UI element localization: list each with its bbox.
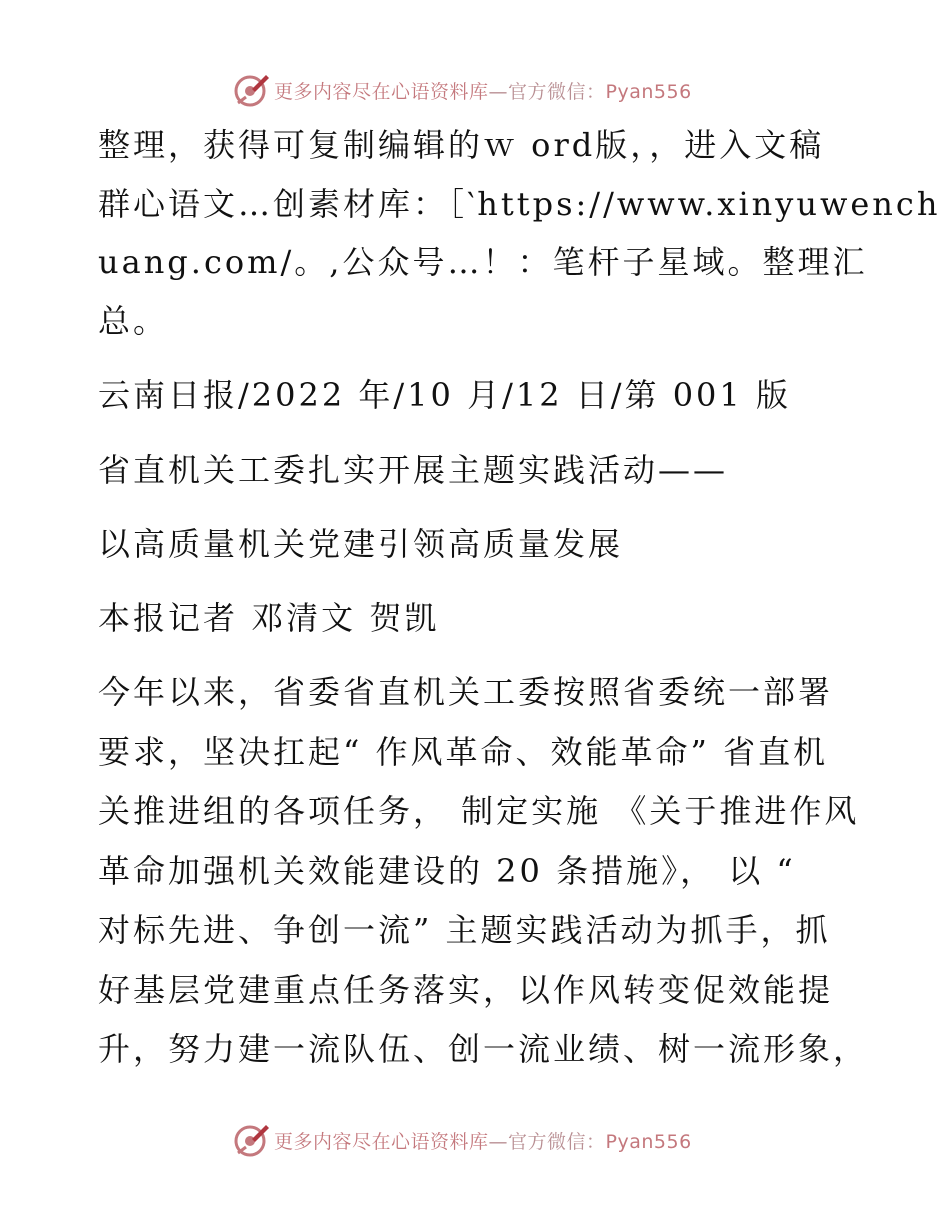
- watermark-main: 更多内容尽在心语资料库: [274, 80, 489, 103]
- text-line: 本报记者 邓清文 贺凯: [98, 599, 440, 637]
- text-line: uang.com/。,公众号…！：笔杆子星域。整理汇: [98, 243, 868, 281]
- watermark-text: [274, 1127, 692, 1154]
- text-line: 云南日报/2022 年/10 月/12 日/第 001 版: [98, 376, 791, 414]
- text-line: 总。: [98, 301, 169, 340]
- watermark-label: 官方微信：: [508, 80, 606, 103]
- watermark-main: 更多内容尽在心语资料库: [274, 1130, 489, 1153]
- text-line: 要求，坚决扛起“ 作风革命、效能革命” 省直机: [98, 732, 829, 771]
- text-line: 升，努力建一流队伍、创一流业绩、树一流形象，: [98, 1030, 869, 1068]
- watermark-separator: —: [488, 80, 509, 103]
- text-line: 革命加强机关效能建设的 20 条措施》， 以 “: [98, 851, 796, 890]
- text-line: 整理，获得可复制编辑的ｗ ord版，，进入文稿: [98, 126, 825, 164]
- pen-nib-circle-icon: [232, 1120, 272, 1160]
- text-line: 省直机关工委扎实开展主题实践活动——: [98, 451, 729, 489]
- watermark-label: 官方微信：: [508, 1130, 606, 1153]
- text-line: 以高质量机关党建引领高质量发展: [98, 525, 624, 563]
- text-line: 对标先进、争创一流” 主题实践活动为抓手，抓: [98, 911, 831, 949]
- watermark-footer: [232, 1120, 692, 1160]
- watermark-id: Pyan556: [605, 1130, 692, 1153]
- text-line: 好基层党建重点任务落实，以作风转变促效能提: [98, 970, 834, 1009]
- body-paragraph: [98, 663, 869, 1080]
- text-line: 关推进组的各项任务， 制定实施 《关于推进作风: [98, 792, 860, 830]
- text-line: 今年以来，省委省直机关工委按照省委统一部署: [98, 673, 834, 711]
- watermark-header: [232, 70, 692, 110]
- byline: [98, 589, 858, 648]
- pen-nib-circle-icon: [232, 70, 272, 110]
- source-line: [98, 366, 858, 425]
- watermark-separator: —: [488, 1130, 509, 1153]
- text-line: 群心语文…创素材库：［‵https://www.xinyuwench: [98, 184, 941, 223]
- headline-line-1: [98, 441, 858, 500]
- intro-paragraph: [98, 116, 941, 350]
- watermark-text: [274, 77, 692, 104]
- watermark-id: Pyan556: [605, 80, 692, 103]
- headline-line-2: [98, 515, 858, 574]
